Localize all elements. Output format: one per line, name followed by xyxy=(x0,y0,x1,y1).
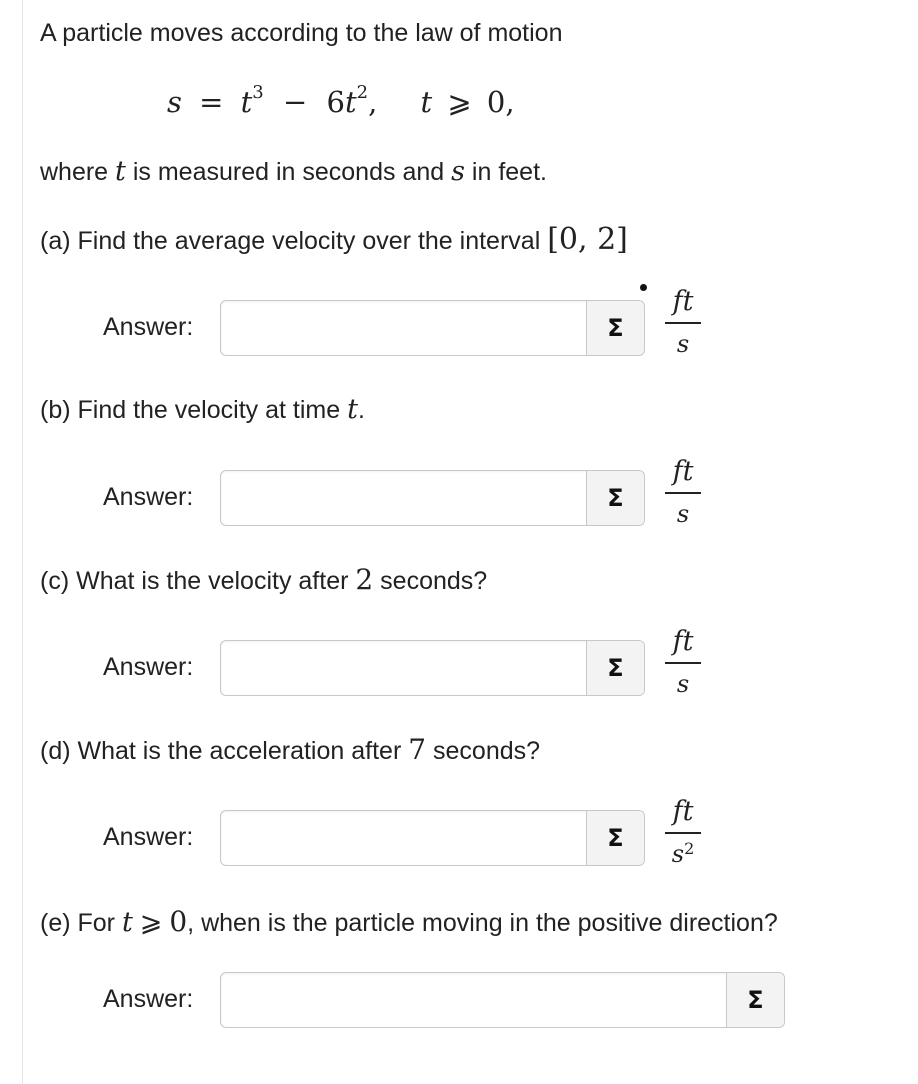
intro-text: A particle moves according to the law of motion xyxy=(40,19,563,47)
unit-d-den-pow: 2 xyxy=(684,839,695,858)
unit-a-den: s xyxy=(676,330,690,358)
sigma-button-a[interactable]: Σ xyxy=(586,301,644,355)
unit-c-bar xyxy=(665,662,701,664)
eq-comma: , xyxy=(368,85,378,119)
unit-d-den-base: s xyxy=(671,840,685,868)
unit-d-bar xyxy=(665,832,701,834)
question-b-text: (b) Find the velocity at time xyxy=(40,396,341,424)
where-var-s: s xyxy=(451,156,465,187)
answer-input-d[interactable] xyxy=(221,811,588,865)
where-w2: is measured in seconds and xyxy=(132,158,445,186)
eq-p1: 3 xyxy=(252,82,264,103)
question-a-interval: [0, 2] xyxy=(547,222,628,257)
left-border xyxy=(22,0,23,1084)
question-c-suffix: seconds? xyxy=(380,567,488,595)
unit-b-num: ft xyxy=(672,456,694,487)
question-a xyxy=(40,222,628,257)
where-var-t: t xyxy=(115,156,126,187)
eq-lhs: s xyxy=(167,85,182,119)
answer-box-d xyxy=(220,810,645,866)
question-e xyxy=(40,907,778,938)
where-w3: in feet. xyxy=(471,158,547,186)
answer-label-a: Answer: xyxy=(103,313,194,341)
motion-equation xyxy=(167,84,515,120)
eq-cond-op: ⩾ xyxy=(447,85,472,119)
question-e-text: (e) For xyxy=(40,909,115,937)
answer-box-c xyxy=(220,640,645,696)
eq-coef: 6 xyxy=(326,85,345,119)
question-e-op: ⩾ xyxy=(139,907,163,938)
answer-box-b xyxy=(220,470,645,526)
where-w1: where xyxy=(40,158,109,186)
question-d-num: 7 xyxy=(408,733,427,766)
unit-a-num: ft xyxy=(672,286,694,317)
question-c xyxy=(40,565,487,596)
unit-b-bar xyxy=(665,492,701,494)
question-a-text: (a) Find the average velocity over the interval xyxy=(40,227,541,255)
answer-box-e xyxy=(220,972,785,1028)
question-d-text: (d) What is the acceleration after xyxy=(40,737,402,765)
question-b-suffix: . xyxy=(357,396,365,424)
answer-input-e[interactable] xyxy=(221,973,728,1027)
sigma-button-c[interactable]: Σ xyxy=(586,641,644,695)
where-text xyxy=(40,157,547,187)
question-d-suffix: seconds? xyxy=(433,737,541,765)
unit-b-den: s xyxy=(676,500,690,528)
answer-label-b: Answer: xyxy=(103,483,194,511)
sigma-button-e[interactable]: Σ xyxy=(726,973,784,1027)
eq-cond-var: t xyxy=(420,85,433,119)
unit-c-num: ft xyxy=(672,626,694,657)
answer-label-e: Answer: xyxy=(103,985,194,1013)
sigma-button-d[interactable]: Σ xyxy=(586,811,644,865)
unit-a-bar xyxy=(665,322,701,324)
question-e-suffix: , when is the particle moving in the positive direction? xyxy=(187,909,778,937)
unit-d-den xyxy=(663,840,703,868)
unit-c xyxy=(663,626,703,698)
eq-cond-val: 0 xyxy=(486,85,506,119)
eq-p2: 2 xyxy=(356,82,369,103)
answer-input-c[interactable] xyxy=(221,641,588,695)
question-e-var: t xyxy=(121,907,133,938)
answer-label-d: Answer: xyxy=(103,823,194,851)
question-c-num: 2 xyxy=(355,563,374,596)
unit-d xyxy=(663,796,703,868)
eq-t2: t xyxy=(344,85,357,119)
answer-label-c: Answer: xyxy=(103,653,194,681)
answer-box-a xyxy=(220,300,645,356)
question-d xyxy=(40,735,540,766)
answer-input-a[interactable] xyxy=(221,301,588,355)
sigma-button-b[interactable]: Σ xyxy=(586,471,644,525)
unit-a xyxy=(663,286,703,358)
unit-c-den: s xyxy=(676,670,690,698)
answer-input-b[interactable] xyxy=(221,471,588,525)
eq-end: , xyxy=(505,85,515,119)
unit-d-num: ft xyxy=(672,796,694,827)
unit-b xyxy=(663,456,703,528)
question-b-var: t xyxy=(347,394,358,425)
question-b xyxy=(40,395,365,425)
eq-equals: = xyxy=(199,85,224,119)
question-e-val: 0 xyxy=(169,905,188,938)
eq-t1: t xyxy=(240,85,253,119)
eq-minus: − xyxy=(282,85,308,119)
question-c-text: (c) What is the velocity after xyxy=(40,567,349,595)
bullet-dot xyxy=(640,284,647,291)
